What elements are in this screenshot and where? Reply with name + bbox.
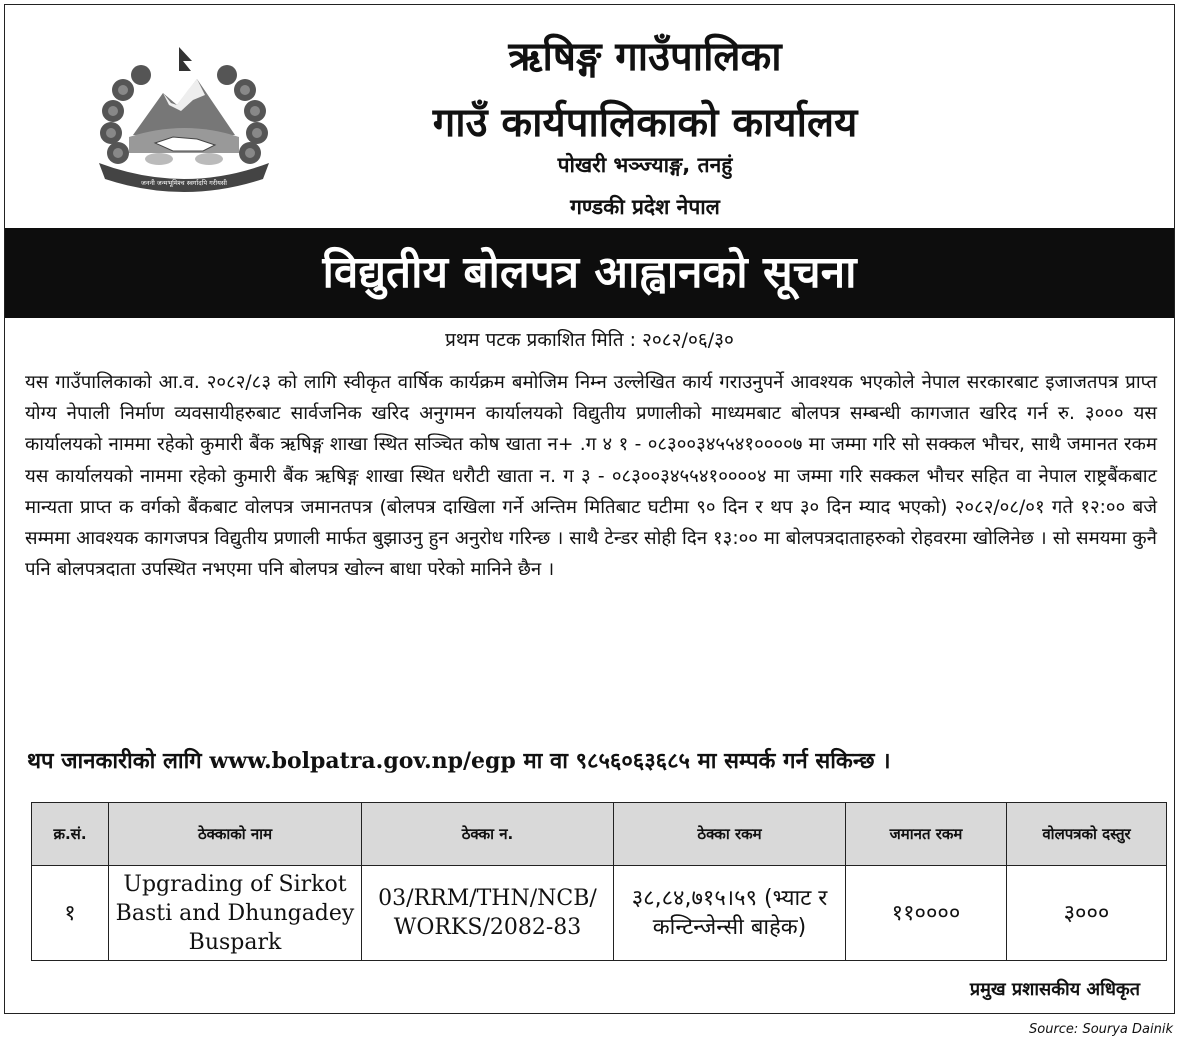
svg-text:जननी जन्मभूमिश्च स्वर्गादपि गर: जननी जन्मभूमिश्च स्वर्गादपि गरीयसी (141, 179, 227, 187)
bolpatra-link[interactable]: www.bolpatra.gov.np/egp (209, 748, 516, 774)
notice-header (5, 5, 1174, 228)
col-contract-name: ठेक्काको नाम (109, 803, 362, 866)
notice-frame (4, 4, 1175, 1014)
province-name: गण्डकी प्रदेश नेपाल (570, 195, 720, 219)
nepal-emblem-icon (93, 45, 275, 195)
cell-contract-amount: ३८,८४,७१५।५९ (भ्याट र कन्टिन्जेन्सी बाहेक) (614, 866, 846, 961)
office-address: पोखरी भञ्ज्याङ्ग, तनहुं (557, 153, 733, 177)
cell-bid-security: ११०००० (846, 866, 1007, 961)
col-contract-amount: ठेक्का रकम (614, 803, 846, 866)
col-bid-fee: वोलपत्रको दस्तुर (1007, 803, 1167, 866)
contact-suffix: मा वा ९८५६०६३६८५ मा सम्पर्क गर्न सकिन्छ । (523, 749, 891, 774)
table-row (32, 866, 1167, 961)
publish-date: प्रथम पटक प्रकाशित मिति : २०८२/०६/३० (445, 329, 734, 351)
cell-bid-fee: ३००० (1007, 866, 1167, 961)
notice-body: यस गाउँपालिकाको आ.व. २०८२/८३ को लागि स्वीकृत वार्षिक कार्यक्रम बमोजिम निम्न उल्लेखित कार्य गराउनुपर्ने आवश्यक भएकोले नेपाल सरकारबाट इजाजतपत्र प्राप्त योग्य नेपाली निर्माण व्यवसायीहरुबाट सार्वजनिक खरिद अनुगमन कार्यालयको विद्युतीय प्रणालीको माध्यमबाट बोलपत्र सम्बन्धी कागजात खरिद गर्न रु. ३००० यस कार्यालयको नाममा रहेको कुमारी बैंक ऋषिङ्ग शाखा स्थित सञ्चित कोष खाता न+ .ग ४ १ - ०८३००३४५५४१००००७ मा जम्मा गरि सो सक्कल भौचर, साथै जमानत रकम यस कार्यालयको नाममा रहेको कुमारी बैंक ऋषिङ्ग शाखा स्थित धरौटी खाता न. ग ३ - ०८३००३४५५४१००००४ मा जम्मा गरि सक्कल भौचर सहित वा नेपाल राष्ट्रबैंकबाट मान्यता प्राप्त क वर्गको बैंकबाट वोलपत्र जमानतपत्र (बोलपत्र दाखिला गर्ने अन्तिम मितिबाट घटीमा ९० दिन र थप ३० दिन म्याद भएको) २०८२/०८/०१ गते १२:०० बजे सम्ममा आवश्यक कागजपत्र विद्युतीय प्रणाली मार्फत बुझाउनु हुन अनुरोध गरिन्छ । साथै टेन्डर सोही दिन १३:०० मा बोलपत्रदाताहरुको रोहवरमा खोलिनेछ । सो समयमा कुनै पनि बोलपत्रदाता उपस्थित नभएमा पनि बोलपत्र खोल्न बाधा परेको मानिने छैन । (25, 372, 1157, 581)
table-header-row (32, 803, 1167, 866)
tender-table (31, 802, 1167, 961)
cell-contract-no: 03/RRM/THN/NCB/ WORKS/2082-83 (362, 866, 614, 961)
notice-title-banner: विद्युतीय बोलपत्र आह्वानको सूचना (5, 228, 1174, 318)
contact-prefix: थप जानकारीको लागि (27, 749, 202, 774)
cell-serial: १ (32, 866, 109, 961)
signatory-title: प्रमुख प्रशासकीय अधिकृत (969, 979, 1140, 1000)
col-contract-no: ठेक्का न. (362, 803, 614, 866)
cell-contract-name: Upgrading of Sirkot Basti and Dhungadey Buspark (109, 866, 362, 961)
municipality-name: ऋषिङ्ग गाउँपालिका (508, 34, 782, 80)
source-credit: Source: Sourya Dainik (1029, 1022, 1173, 1037)
contact-line (27, 745, 1167, 775)
col-bid-security: जमानत रकम (846, 803, 1007, 866)
col-serial: क्र.सं. (32, 803, 109, 866)
office-name: गाउँ कार्यपालिकाको कार्यालय (432, 100, 858, 146)
